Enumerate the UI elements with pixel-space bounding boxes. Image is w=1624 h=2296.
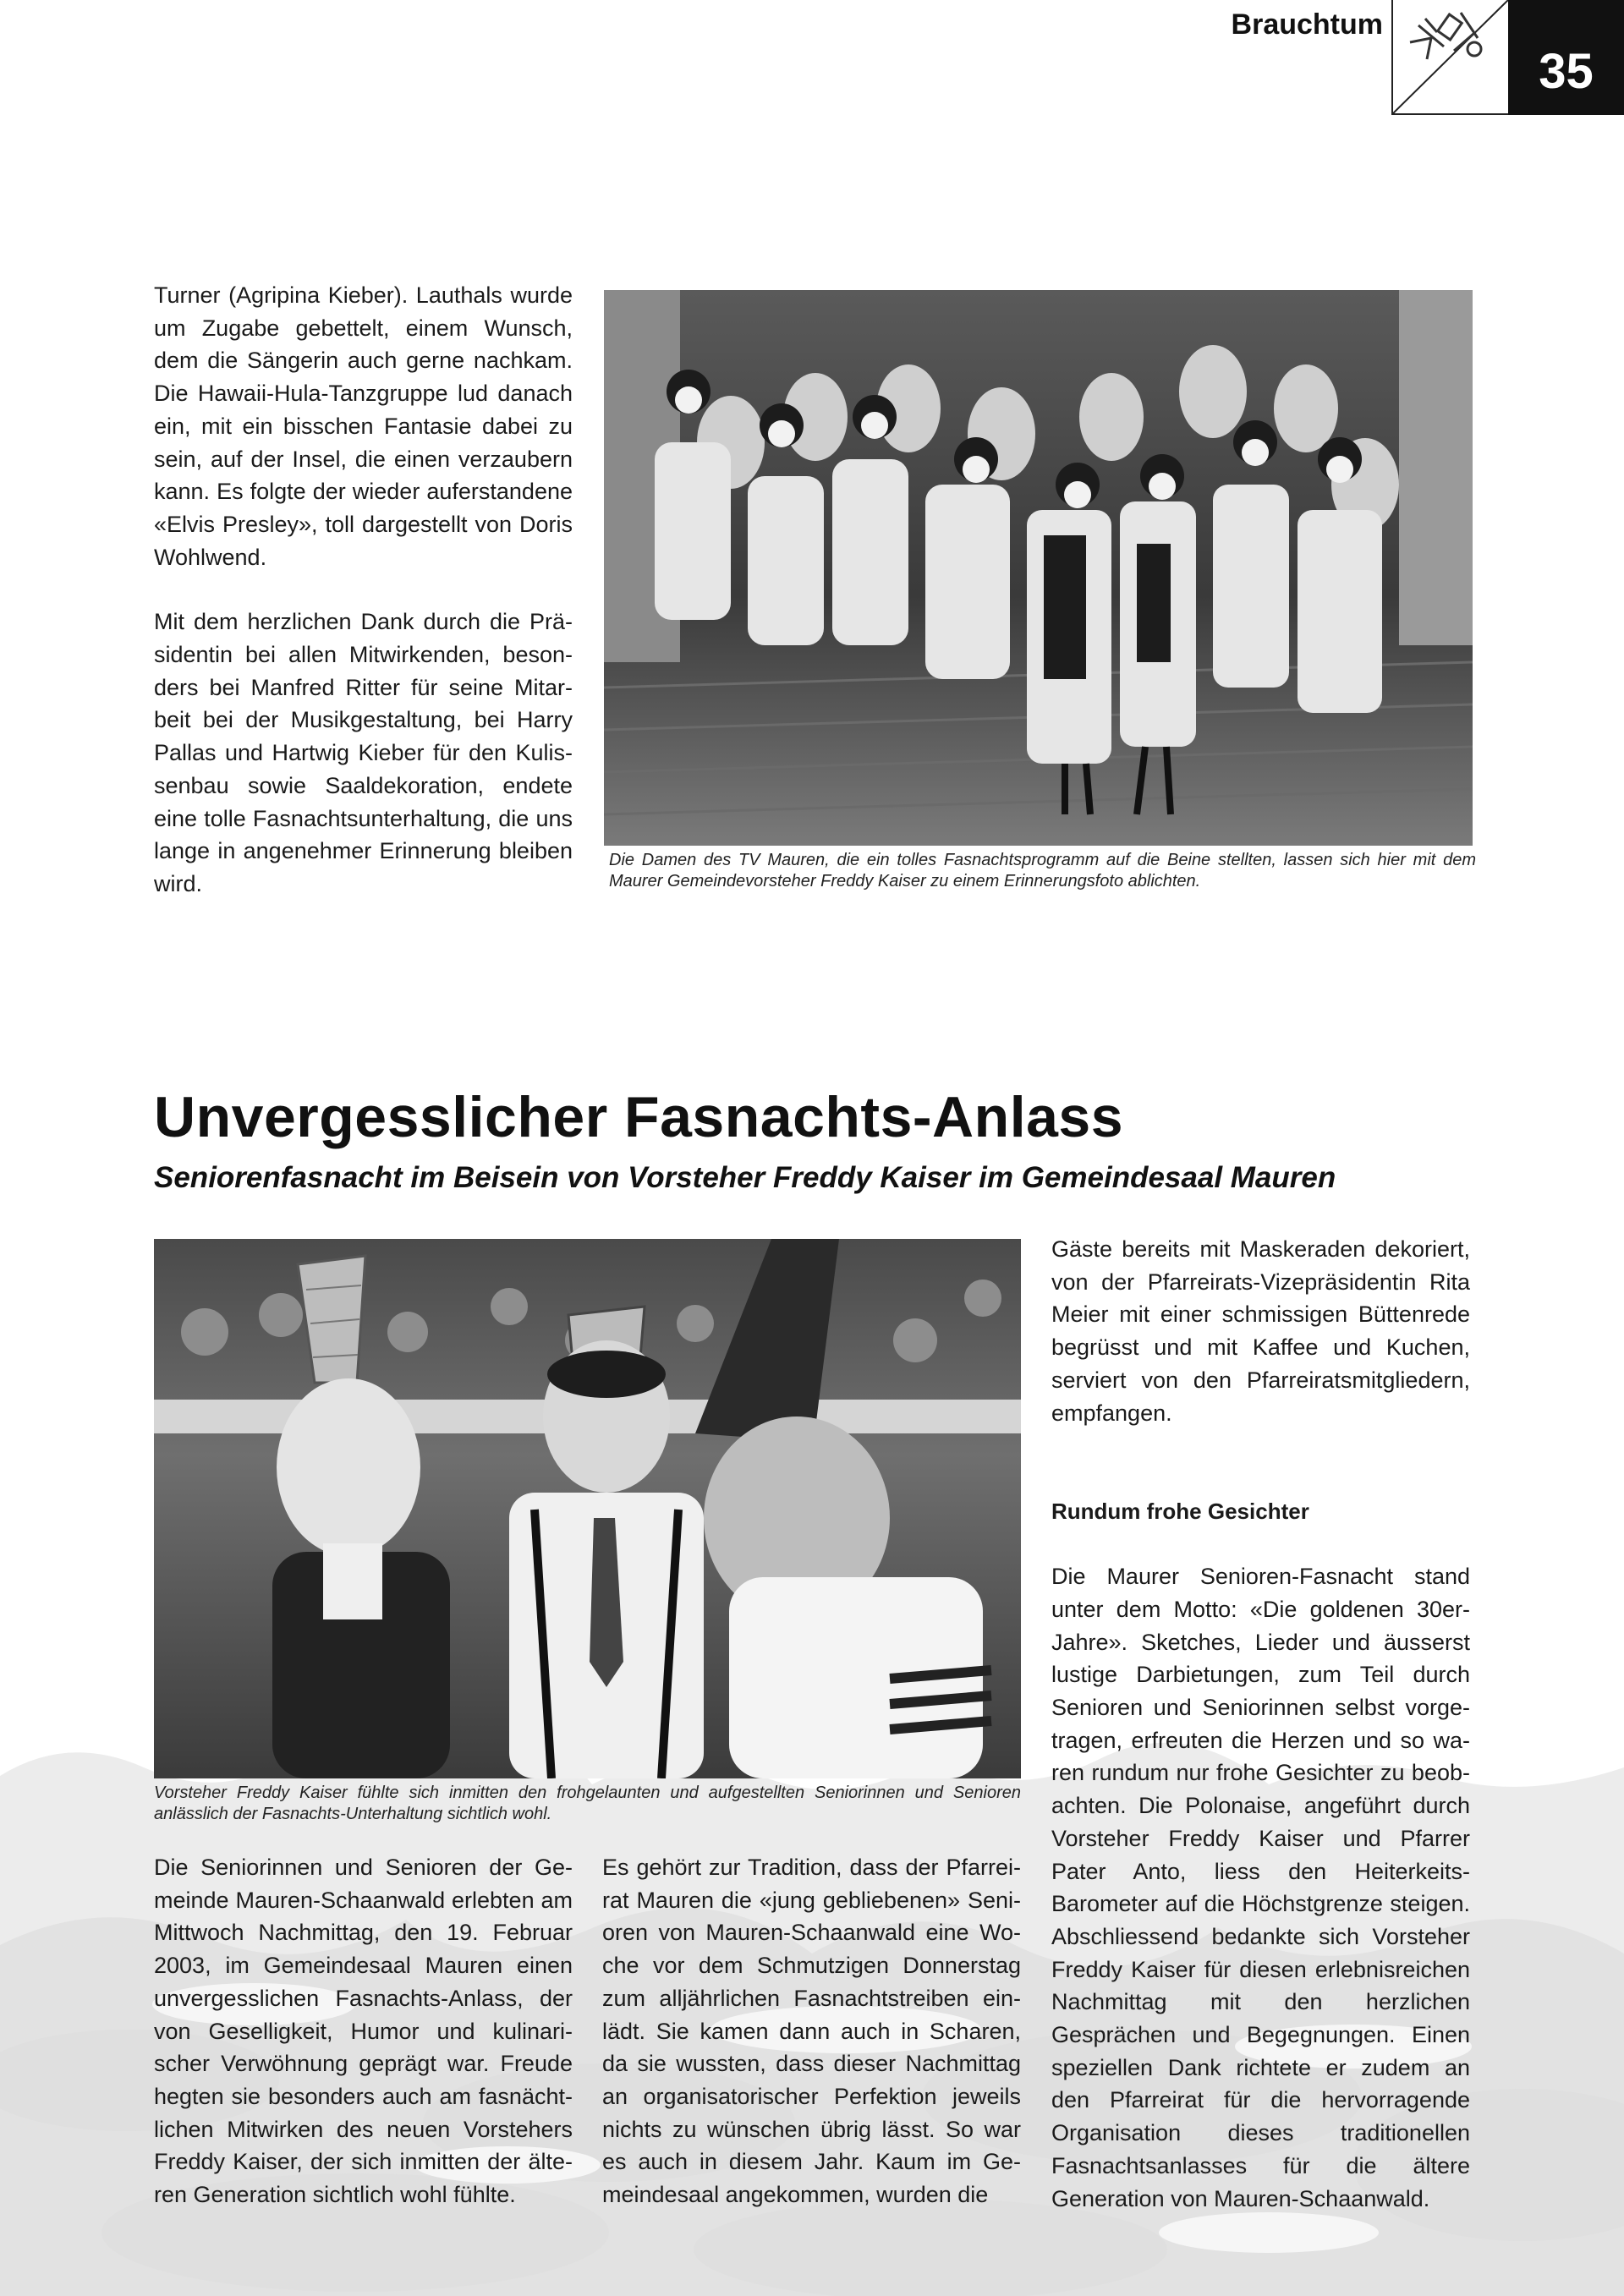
article-right-column	[1051, 1233, 1470, 2215]
top-photo-caption: Die Damen des TV Mauren, die ein tolles Fasnachtsprogramm auf die Beine stellten, lassen sich hier mit dem Maurer Gemeindevorsteher Freddy Kaiser zu einem Erinnerungsfoto ablichten.	[609, 851, 1476, 890]
article-body-paragraph: Die Seniorinnen und Senioren der Gemeinde Mauren-Schaanwald erlebten am Mittwoch Nachmittag, den 19. Februar 2003, im Gemeindesaal Mauren einen unvergesslichen Fasnachts-Anlass, der von Geselligkeit, Humor und kulinarischer Verwöhnung geprägt war. Freude hegten sie besonders auch am fasnächtlichen Mitwirken des neuen Vorstehers Freddy Kaiser, der sich inmitten der älteren Generation sichtlich wohl fühlte.	[154, 1855, 573, 2208]
municipality-emblem	[1391, 0, 1508, 115]
top-story-paragraph: Turner (Agripina Kieber). Lauthals wurde um Zugabe gebettelt, einem Wunsch, dem die Sängerin auch gerne nachkam. Die Hawaii-Hula-Tanzgruppe lud danach ein, mit ein bisschen Fantasie dabei zu sein, auf der Insel, die einen verzaubern kann. Es folgte der wieder auferstandene «Elvis Presley», toll dargestellt von Doris Wohlwend.	[154, 282, 573, 570]
article-photo-caption-container	[154, 1783, 1021, 1825]
article-subheading: Rundum frohe Gesichter	[1051, 1499, 1309, 1525]
article-headline: Unvergesslicher Fasnachts-Anlass	[154, 1085, 1124, 1149]
article-body-paragraph: Es gehört zur Tradition, dass der Pfarreirat Mauren die «jung gebliebenen» Senioren von Mauren-Schaanwald eine Woche vor dem Schmutzigen Donnerstag zum alljährlichen Fasnachtstreiben einlädt. Sie kamen dann auch in Scharen, da sie wussten, dass dieser Nachmittag an organisatorischer Perfektion jeweils nichts zu wünschen übrig lässt. So war es auch in diesem Jahr. Kaum im Gemeindesaal angekommen, wurden die	[602, 1855, 1021, 2208]
top-story-paragraph: Mit dem herzlichen Dank durch die Präsidentin bei allen Mitwirkenden, besonders bei Manfred Ritter für seine Mitarbeit bei der Musikgestaltung, bei Harry Pallas und Hartwig Kieber für den Kulissenbau sowie Saaldekoration, endete eine tolle Fasnachtsunterhaltung, die uns lange in angenehmer Erinnerung bleiben wird.	[154, 609, 573, 896]
article-body-paragraph: Die Maurer Senioren-Fasnacht stand unter dem Motto: «Die goldenen 30er-Jahre». Sketches, Lieder und äusserst lustige Darbietungen, zum Teil durch Senioren und Seniorinnen selbst vorgetragen, erfreuten die Herzen und so waren rundum nur frohe Gesichter zu beobachten. Die Polonaise, angeführt durch Vorsteher Freddy Kaiser und Pfarrer Pater Anto, liess den Heiterkeits-Barometer auf die Höchstgrenze steigen. Abschliessend bedankte sich Vorsteher Freddy Kaiser für diesen erlebnisreichen Nachmittag mit den herzlichen Gesprächen und Begegnungen. Einen speziellen Dank richtete er zudem an den Pfarreirat für die hervorragende Organisation dieses traditionellen Fasnachtsanlasses für die ältere Generation von Mauren-Schaanwald.	[1051, 1564, 1470, 2211]
senior-carnival-photo	[154, 1239, 1021, 1778]
page-number: 35	[1508, 0, 1624, 115]
article-bottom-column-2	[602, 1851, 1021, 2211]
group-photo-tv-mauren	[604, 290, 1473, 846]
article-bottom-column-1	[154, 1851, 573, 2211]
article-photo-caption: Vorsteher Freddy Kaiser fühlte sich inmitten den frohgelaunten und aufgestellten Seniorinnen und Senioren anlässlich der Fasnachts-Unterhaltung sichtlich wohl.	[154, 1784, 1021, 1823]
article-intro-paragraph: Gäste bereits mit Maskeraden dekoriert, von der Pfarreirats-Vizepräsidentin Rita Meier mit einer schmissigen Büttenrede begrüsst und mit Kaffee und Kuchen, serviert von den Pfarreiratsmitgliedern, empfangen.	[1051, 1236, 1470, 1426]
top-story-column	[154, 279, 573, 901]
top-photo-caption-container	[609, 850, 1476, 892]
section-label: Brauchtum	[1231, 8, 1383, 41]
article-subheadline: Seniorenfasnacht im Beisein von Vorsteher Freddy Kaiser im Gemeindesaal Mauren	[154, 1161, 1336, 1194]
emblem-icon	[1393, 0, 1508, 113]
